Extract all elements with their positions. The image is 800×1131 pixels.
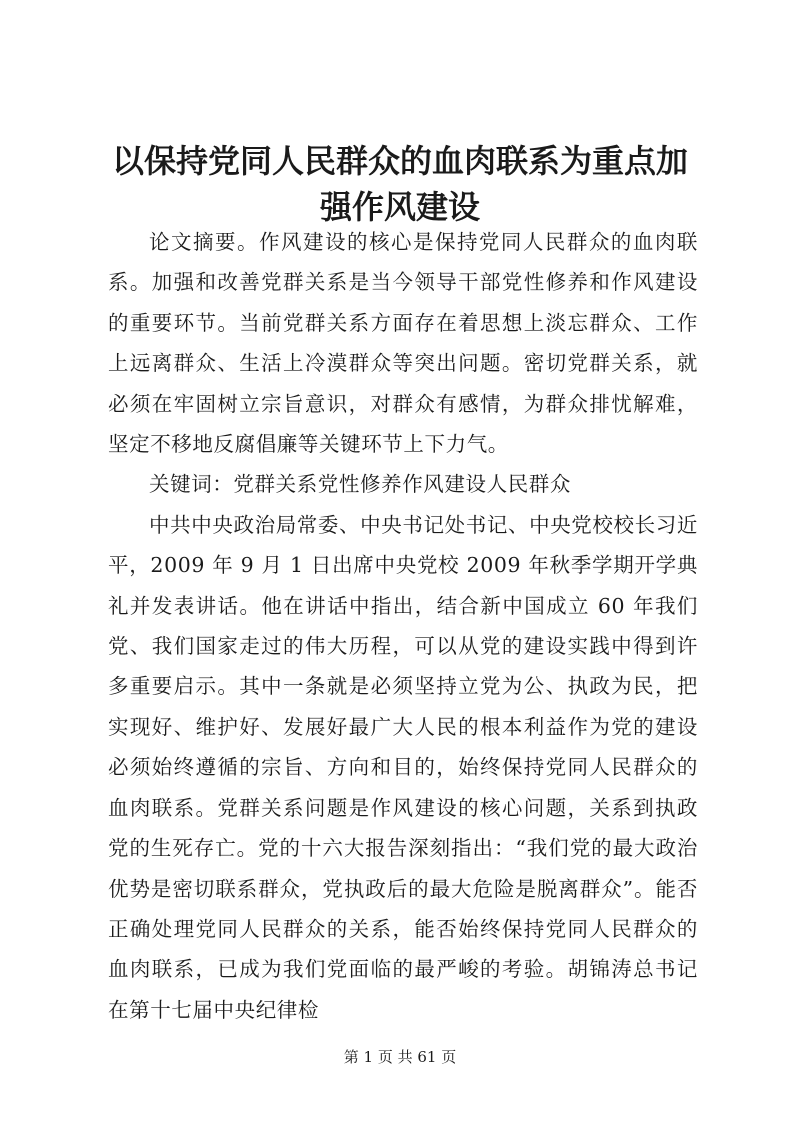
keywords-paragraph: 关键词：党群关系党性修养作风建设人民群众 bbox=[149, 472, 571, 497]
page-footer: 第 1 页 共 61 页 bbox=[343, 1048, 457, 1066]
document-title: 以保持党同人民群众的血肉联系为重点加强作风建设 bbox=[111, 142, 688, 226]
body-paragraph: 中共中央政治局常委、中央书记处书记、中央党校校长习近平，2009 年 9 月 1 日出席中央党校 2009 年秋季学期开学典礼并发表讲话。他在讲话中指出，结合新中国成立 60 年我们党、我们国家走过的伟大历程，可以从党的建设实践中得到许多重要启示。其中一条就是必须坚持立党为公、执政为民，把实现好、维护好、发展好最广大人民的根本利益作为党的建设必须始终遵循的宗旨、方向和目的，始终保持党同人民群众的血肉联系。党群关系问题是作风建设的核心问题，关系到执政党的生死存亡。党的十六大报告深刻指出：“我们党的最大政治优势是密切联系群众，党执政后的最大危险是脱离群众”。能否正确处理党同人民群众的关系，能否始终保持党同人民群众的血肉联系，已成为我们党面临的最严峻的考验。胡锦涛总书记在第十七届中央纪律检 bbox=[108, 512, 698, 1022]
document-body bbox=[108, 222, 698, 1030]
abstract-paragraph: 论文摘要。作风建设的核心是保持党同人民群众的血肉联系。加强和改善党群关系是当今领导干部党性修养和作风建设的重要环节。当前党群关系方面存在着思想上淡忘群众、工作上远离群众、生活上冷漠群众等突出问题。密切党群关系，就必须在牢固树立宗旨意识，对群众有感情，为群众排忧解难，坚定不移地反腐倡廉等关键环节上下力气。 bbox=[108, 230, 698, 457]
